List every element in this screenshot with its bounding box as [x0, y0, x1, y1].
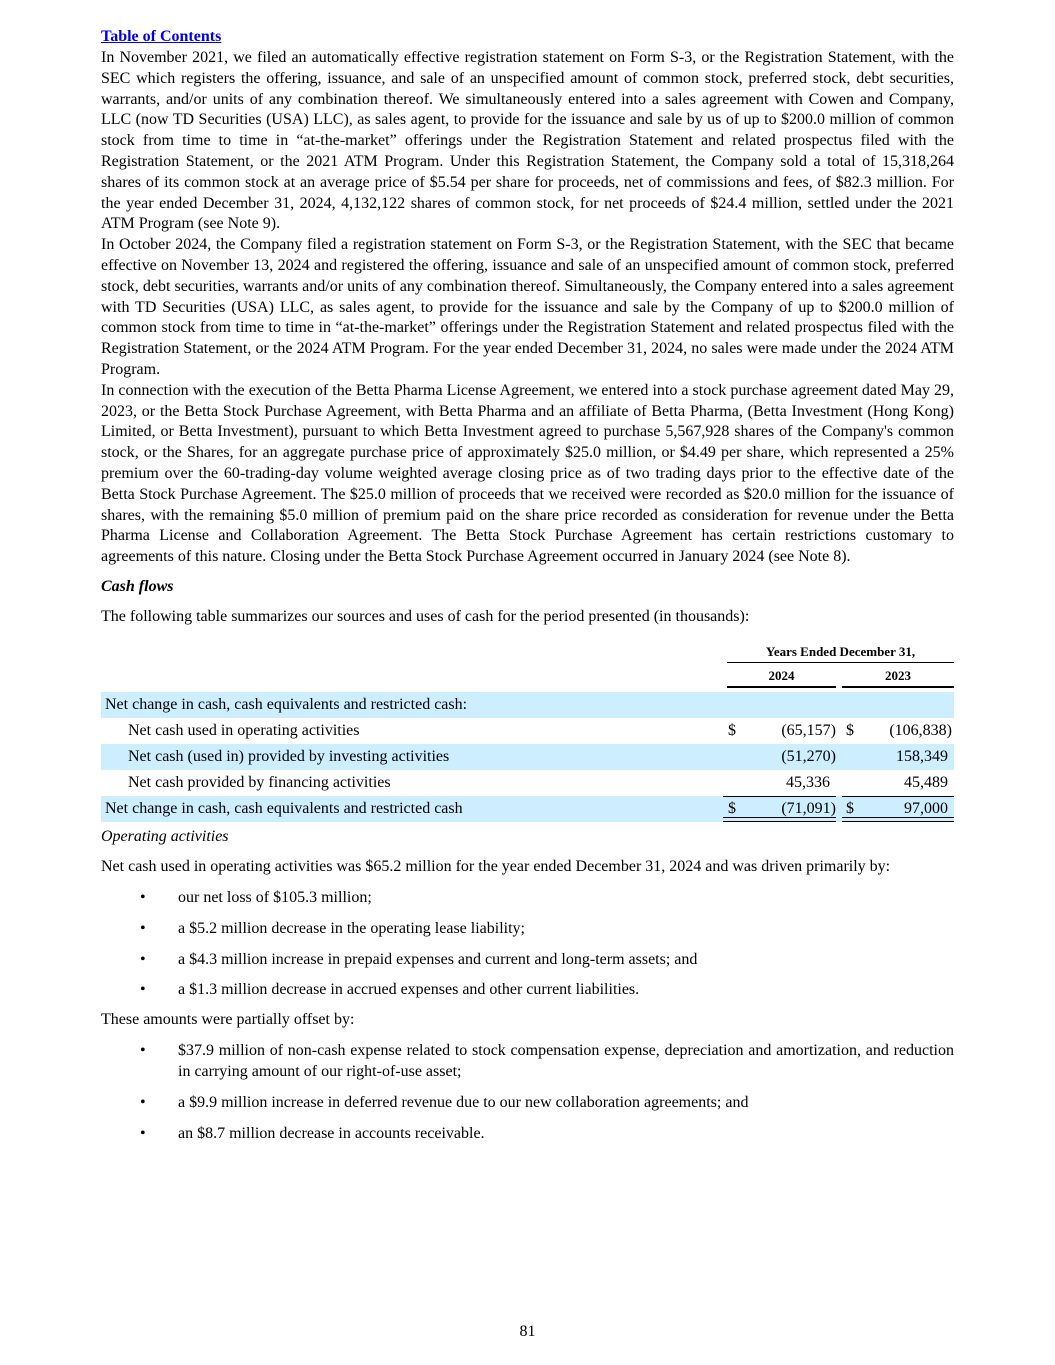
- section-label: Net change in cash, cash equivalents and restricted cash:: [105, 695, 468, 713]
- value-2023: 45,489: [904, 773, 948, 791]
- value-2023: (106,838): [889, 721, 952, 739]
- page-number: 81: [519, 1323, 536, 1340]
- cash-flows-intro: The following table summarizes our sources and uses of cash for the period presented (in thousands):: [101, 607, 750, 625]
- list-item: • a $5.2 million decrease in the operating lease liability;: [101, 919, 954, 940]
- paragraph-betta-stock-purchase: In connection with the execution of the Betta Pharma License Agreement, we entered into a stock purchase agreement dated May 29, 2023, or the Betta Stock Purchase Agreement, with Betta Pharma and an affiliate of Betta Pharma, (Betta Investment (Hong Kong) Limited, or Betta Investment), pursuant to which Betta Investment agreed to purchase 5,567,928 shares of the Company's common stock, or the Shares, for an aggregate purchase price of approximately $25.0 million, or $4.49 per share, which represented a 25% premium over the 60-trading-day volume weighted average closing price as of two trading days prior to the effective date of the Betta Stock Purchase Agreement. The $25.0 million of proceeds that we received were recorded as $20.0 million for the issuance of shares, with the remaining $5.0 million of premium paid on the share price recorded as consideration for revenue under the Betta Pharma License and Collaboration Agreement. The Betta Stock Purchase Agreement has certain restrictions customary to agreements of this nature. Closing under the Betta Stock Purchase Agreement occurred in January 2024 (see Note 8).: [101, 381, 954, 566]
- document-page: [101, 26, 954, 1144]
- list-item: • our net loss of $105.3 million;: [101, 888, 954, 909]
- column-header-2023: 2023: [842, 666, 954, 688]
- value-2024: (71,091): [781, 799, 836, 817]
- cash-flows-table: [101, 642, 954, 826]
- table-row-investing: [101, 744, 954, 770]
- operating-drivers-list: [101, 888, 954, 1001]
- table-row-financing: [101, 770, 954, 796]
- value-2023: 158,349: [896, 747, 948, 765]
- dollar-sign: $: [728, 799, 736, 817]
- list-item: • an $8.7 million decrease in accounts receivable.: [101, 1124, 954, 1145]
- list-item: • a $9.9 million increase in deferred revenue due to our new collaboration agreements; and: [101, 1093, 954, 1114]
- row-label: Net change in cash, cash equivalents and restricted cash: [105, 799, 463, 817]
- table-row-operating: [101, 718, 954, 744]
- list-item: • $37.9 million of non-cash expense related to stock compensation expense, depreciation and amortization, and reduction in carrying amount of our right-of-use asset;: [140, 1042, 954, 1080]
- offsets-list: [101, 1041, 954, 1144]
- bullet-icon: •: [140, 1124, 146, 1142]
- total-double-rule: [723, 817, 836, 822]
- offset-intro: These amounts were partially offset by:: [101, 1011, 355, 1029]
- table-row-section: [101, 692, 954, 718]
- list-item: • a $4.3 million increase in prepaid expenses and current and long-term assets; and: [101, 950, 954, 971]
- bullet-icon: •: [140, 950, 146, 968]
- operating-activities-heading: Operating activities: [101, 827, 229, 845]
- bullet-icon: •: [140, 1042, 146, 1060]
- bullet-icon: •: [140, 1093, 146, 1111]
- bullet-icon: •: [140, 888, 146, 906]
- value-2024: (51,270): [781, 747, 836, 765]
- dollar-sign: $: [846, 799, 854, 817]
- table-row-total: [101, 796, 954, 822]
- column-header-2024: 2024: [727, 666, 836, 688]
- bullet-icon: •: [140, 981, 146, 999]
- value-2024: (65,157): [781, 721, 836, 739]
- total-double-rule: [842, 817, 954, 822]
- bullet-icon: •: [140, 919, 146, 937]
- operating-activities-intro: Net cash used in operating activities was $65.2 million for the year ended December 31, 2024 and was driven primarily by:: [101, 857, 891, 875]
- dollar-sign: $: [846, 721, 854, 739]
- row-label: Net cash provided by financing activities: [128, 773, 391, 791]
- period-header: Years Ended December 31,: [727, 642, 954, 663]
- row-label: Net cash (used in) provided by investing activities: [128, 747, 450, 765]
- table-of-contents-link[interactable]: Table of Contents: [101, 28, 222, 45]
- paragraph-atm-2021: In November 2021, we filed an automatically effective registration statement on Form S-3, or the Registration Statement, with the SEC which registers the offering, issuance, and sale of an unspecified amount of common stock, preferred stock, debt securities, warrants, and/or units of any combination thereof. We simultaneously entered into a sales agreement with Cowen and Company, LLC (now TD Securities (USA) LLC), as sales agent, to provide for the issuance and sale by us of up to $200.0 million of common stock from time to time in “at-the-market” offerings under the Registration Statement and related prospectus filed with the Registration Statement, or the 2021 ATM Program. Under this Registration Statement, the Company sold a total of 15,318,264 shares of its common stock at an average price of $5.54 per share for proceeds, net of commissions and fees, of $82.3 million. For the year ended December 31, 2024, 4,132,122 shares of common stock, for net proceeds of $24.4 million, settled under the 2021 ATM Program (see Note 9).: [101, 49, 954, 233]
- list-item: • a $1.3 million decrease in accrued expenses and other current liabilities.: [101, 980, 954, 1001]
- row-label: Net cash used in operating activities: [128, 721, 360, 739]
- value-2023: 97,000: [904, 799, 948, 817]
- cash-flows-heading: Cash flows: [101, 577, 174, 595]
- dollar-sign: $: [728, 721, 736, 739]
- value-2024: 45,336: [786, 773, 830, 791]
- paragraph-atm-2024: In October 2024, the Company filed a registration statement on Form S-3, or the Registration Statement, with the SEC that became effective on November 13, 2024 and registered the offering, issuance and sale of an unspecified amount of common stock, preferred stock, debt securities, warrants and/or units of any combination thereof. Simultaneously, the Company entered into a sales agreement with TD Securities (USA) LLC, as sales agent, to provide for the issuance and sale by the Company of up to $200.0 million of common stock from time to time in “at-the-market” offerings under the Registration Statement and related prospectus filed with the Registration Statement, or the 2024 ATM Program. For the year ended December 31, 2024, no sales were made under the 2024 ATM Program.: [101, 236, 954, 378]
